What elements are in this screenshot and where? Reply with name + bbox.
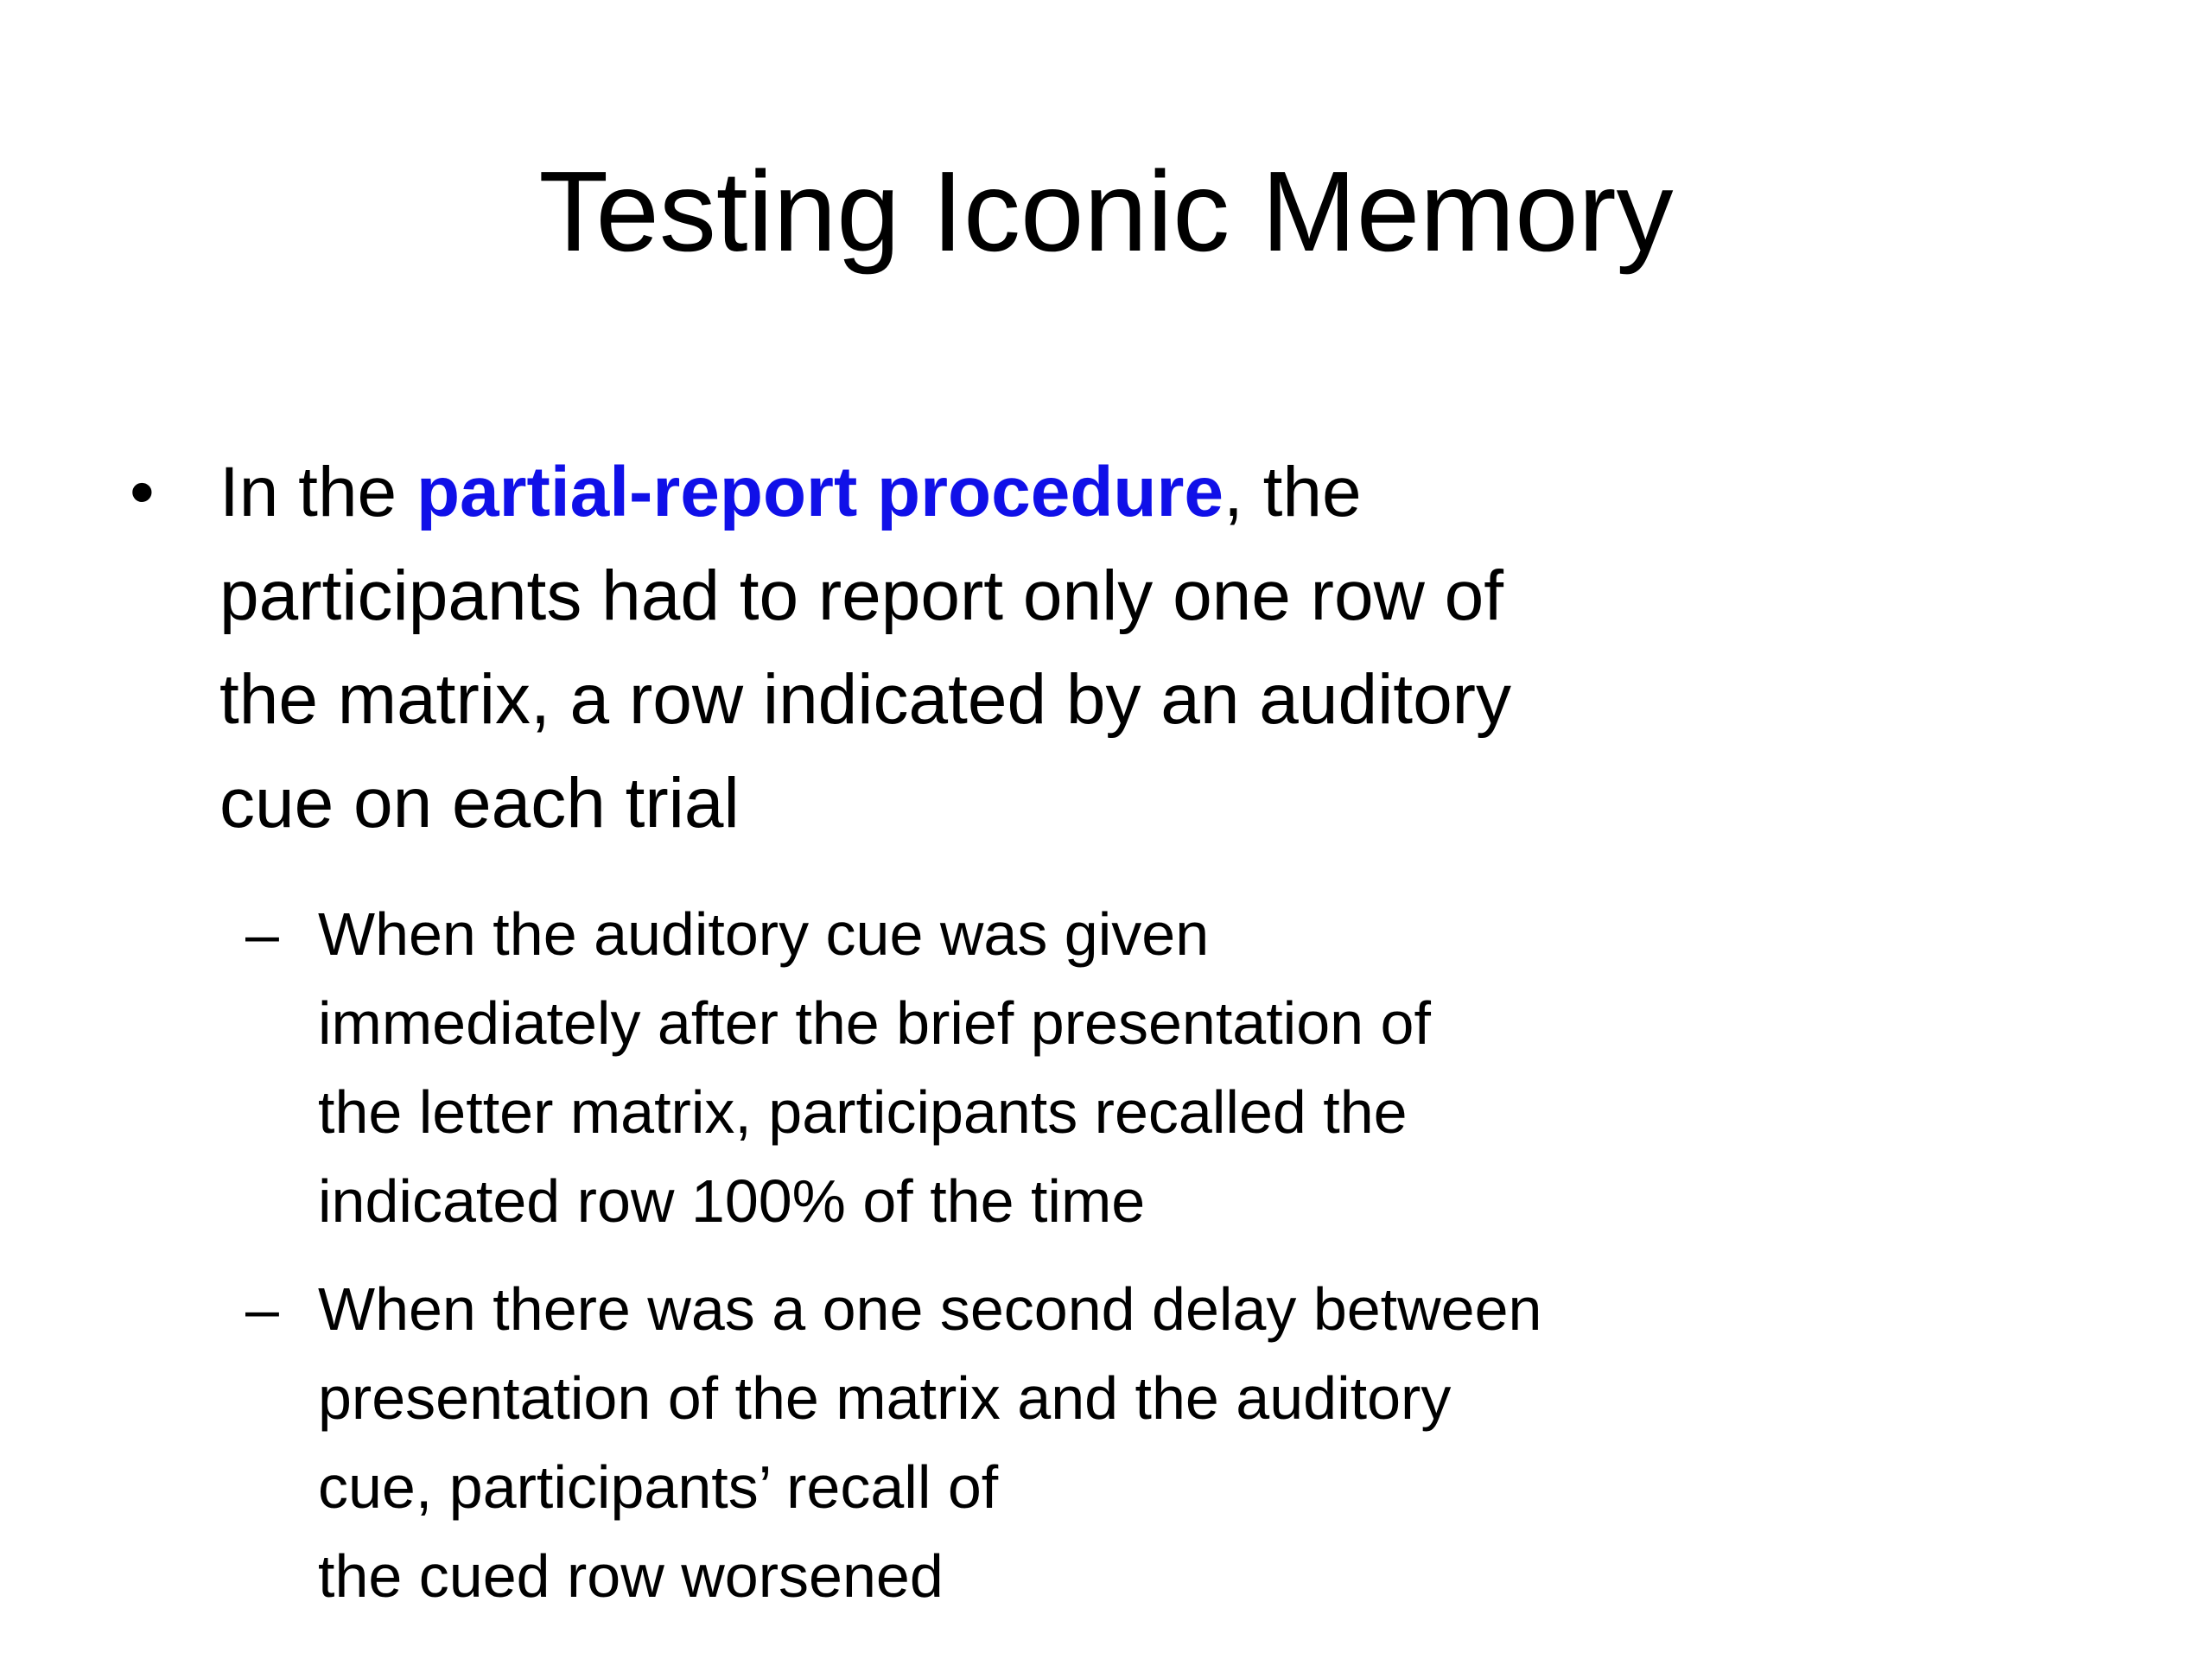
main-bullet-line-4: cue on each trial — [219, 764, 740, 842]
main-bullet-prefix: In the — [219, 453, 416, 531]
sub-bullet-1-line-2: immediately after the brief presentation of — [318, 989, 1431, 1057]
main-bullet — [130, 441, 1844, 855]
main-bullet-line-2: participants had to report only one row of — [219, 556, 1503, 635]
sub-bullet-1-line-3: the letter matrix, participants recalled the — [318, 1078, 1408, 1146]
main-bullet-line-3: the matrix, a row indicated by an auditory — [219, 660, 1511, 739]
sub-bullet-1-line-1: When the auditory cue was given — [318, 900, 1210, 968]
highlighted-term: partial-report procedure — [416, 453, 1224, 531]
sub-bullet-2-line-1: When there was a one second delay between — [318, 1275, 1542, 1343]
sub-bullet-2-line-3: cue, participants’ recall of — [318, 1453, 999, 1521]
bullet-marker: • — [130, 453, 155, 531]
slide-title: Testing Iconic Memory — [538, 148, 1674, 275]
sub-bullet-1 — [245, 890, 1718, 1246]
sub-bullet-list — [130, 890, 1771, 1621]
slide-content — [130, 441, 1771, 1640]
dash-marker: – — [245, 1275, 279, 1343]
main-bullet-suffix: , the — [1224, 453, 1362, 531]
sub-bullet-2-line-4: the cued row worsened — [318, 1542, 944, 1610]
sub-bullet-2-line-2: presentation of the matrix and the auditory — [318, 1364, 1452, 1432]
main-bullet-line-1 — [219, 441, 1844, 544]
sub-bullet-2 — [245, 1265, 1718, 1621]
dash-marker: – — [245, 900, 279, 968]
sub-bullet-1-line-4: indicated row 100% of the time — [318, 1167, 1146, 1235]
